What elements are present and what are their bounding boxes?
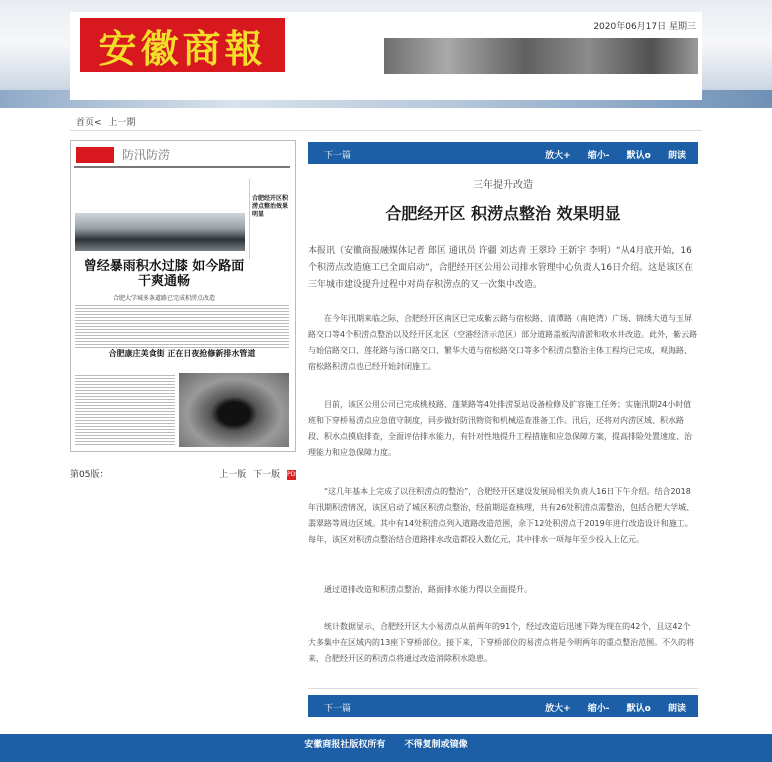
page-number: 第05版： <box>70 470 109 480</box>
thumb-section: 防汛防涝 <box>122 148 171 162</box>
thumb-side-article[interactable] <box>249 179 290 259</box>
thumb-photo <box>75 213 245 251</box>
thumb-header <box>74 144 290 168</box>
zoom-in-button[interactable]: 放大+ <box>545 704 571 714</box>
default-size-button[interactable]: 默认o <box>626 151 651 161</box>
thumb-side-title: 合肥经开区积涝点整治效果明显 <box>252 195 289 218</box>
font-tools <box>531 701 686 714</box>
thumb-headline[interactable]: 曾经暴雨积水过膝 如今路面干爽通畅 <box>83 259 245 289</box>
issue-date: 2020年06月17日 星期三 <box>593 22 696 32</box>
article-subtitle: 三年提升改造 <box>473 180 533 191</box>
logo-text: 安徽商報 <box>98 25 267 71</box>
thumb-subhead: 合肥大学城多条道路已完成积涝点改造 <box>112 295 215 302</box>
page-thumbnail[interactable] <box>70 140 296 452</box>
article-title: 合肥经开区 积涝点整治 效果明显 <box>385 204 621 223</box>
divider <box>70 130 702 131</box>
masthead <box>70 12 702 100</box>
home-link[interactable]: 首页< <box>76 118 102 128</box>
article-header <box>308 176 698 224</box>
zoom-in-button[interactable]: 放大+ <box>545 151 571 161</box>
next-article-link[interactable]: 下一篇 <box>324 151 352 161</box>
zoom-out-button[interactable]: 缩小- <box>587 151 610 161</box>
zoom-out-button[interactable]: 缩小- <box>587 704 610 714</box>
notice-text: 不得复制或镜像 <box>404 740 468 750</box>
article-paragraph: 本报讯（安徽商报融媒体记者 郎匡 通讯员 许疆 刘达青 王翠玲 王新宇 李明）“从4月底开始，16个积涝点改造施工已全面启动”，合肥经开区公用公司排水管理中心负责人16日介绍。这是该区在三年城市建设提升过程中对尚存积涝点的又一次集中改造。 <box>308 246 694 290</box>
site-footer <box>0 734 772 762</box>
newspaper-logo[interactable] <box>80 18 285 72</box>
divider <box>308 688 698 689</box>
thumb-pipe-photo <box>179 373 289 447</box>
prev-issue-link[interactable]: 上一期 <box>108 118 136 128</box>
thumb-logo <box>76 147 114 163</box>
pdf-icon[interactable]: PDF <box>287 470 299 478</box>
thumb-text-block <box>75 373 175 447</box>
masthead-banner <box>0 0 772 108</box>
next-article-link[interactable]: 下一篇 <box>324 704 352 714</box>
thumb-second-headline[interactable]: 合肥康庄美食街 正在日夜抢修新排水管道 <box>108 349 256 358</box>
page-links <box>215 467 299 480</box>
article-paragraph: 统计数据显示，合肥经开区大小易涝点从前两年的91个，经过改造后迅速下降为现在的42个，且这42个大多集中在区域内的13座下穿桥部位。接下来，下穿桥部位的易涝点将是今明两年的重点整治范围。不久的将来，合肥经开区的积涝点将通过改造消除积水隐患。 <box>308 622 695 663</box>
article-toolbar-top <box>308 142 698 164</box>
breadcrumb <box>76 115 139 128</box>
article-toolbar-bottom <box>308 695 698 717</box>
thumb-text-block <box>75 303 289 348</box>
read-aloud-button[interactable]: 朗读 <box>667 151 686 161</box>
article-paragraph: 目前，该区公用公司已完成桃枝路、蓬莱路等4处排涝泵站设备检修及扩容施工任务；实施汛期24小时值班和下穿桥易涝点应急值守制度，同步做好防汛物资和机械巡查准备工作。汛后，还将对内涝区域、积水路段、积水点摸底排查，全面评估排水能力，有针对性地提升工程措施和应急保障方案，提高排险处置速度、治理能力和应急保障力度。 <box>308 400 692 457</box>
article-paragraph: 通过道排改造和积涝点整治，路面排水能力得以全面提升。 <box>324 585 532 594</box>
article-paragraph: “这几年基本上完成了以往积涝点的整治”，合肥经开区建设发展局相关负责人16日下午介绍。结合2018年汛期积涝情况，该区启动了城区积涝点整治，经前期巡查核理，共有26处积涝点需整治，包括合肥大学城、翡翠路等周边区域。其中有14处积涝点列入道路改造范围，余下12处积涝点于2019年进行改造设计和施工。每年，该区对积涝点整治结合道路排水改造都投入数亿元，其中排水一项每年至少投入上亿元。 <box>308 487 695 544</box>
prev-page-link[interactable]: 上一版 <box>219 470 247 480</box>
city-skyline-image <box>384 38 698 74</box>
copyright-text: 安徽商报社版权所有 <box>304 740 386 750</box>
read-aloud-button[interactable]: 朗读 <box>667 704 686 714</box>
article-paragraph: 在今年汛期来临之际，合肥经开区南区已完成紫云路与宿松路、清潭路（南艳湾）广场、锦绣大道与玉屏路交口等4个积涝点整治以及经开区北区（空港经济示范区）部分道路盖板沟清淤和收水井改造。此外，紫云路与始信路交口、莲花路与汤口路交口、繁华大道与宿松路交口等多个积涝点整治主体工程均已完成，观海路、宿松路积涝点也已经开始封闭施工。 <box>308 314 698 371</box>
next-page-link[interactable]: 下一版 <box>253 470 281 480</box>
default-size-button[interactable]: 默认o <box>626 704 651 714</box>
font-tools <box>531 148 686 161</box>
